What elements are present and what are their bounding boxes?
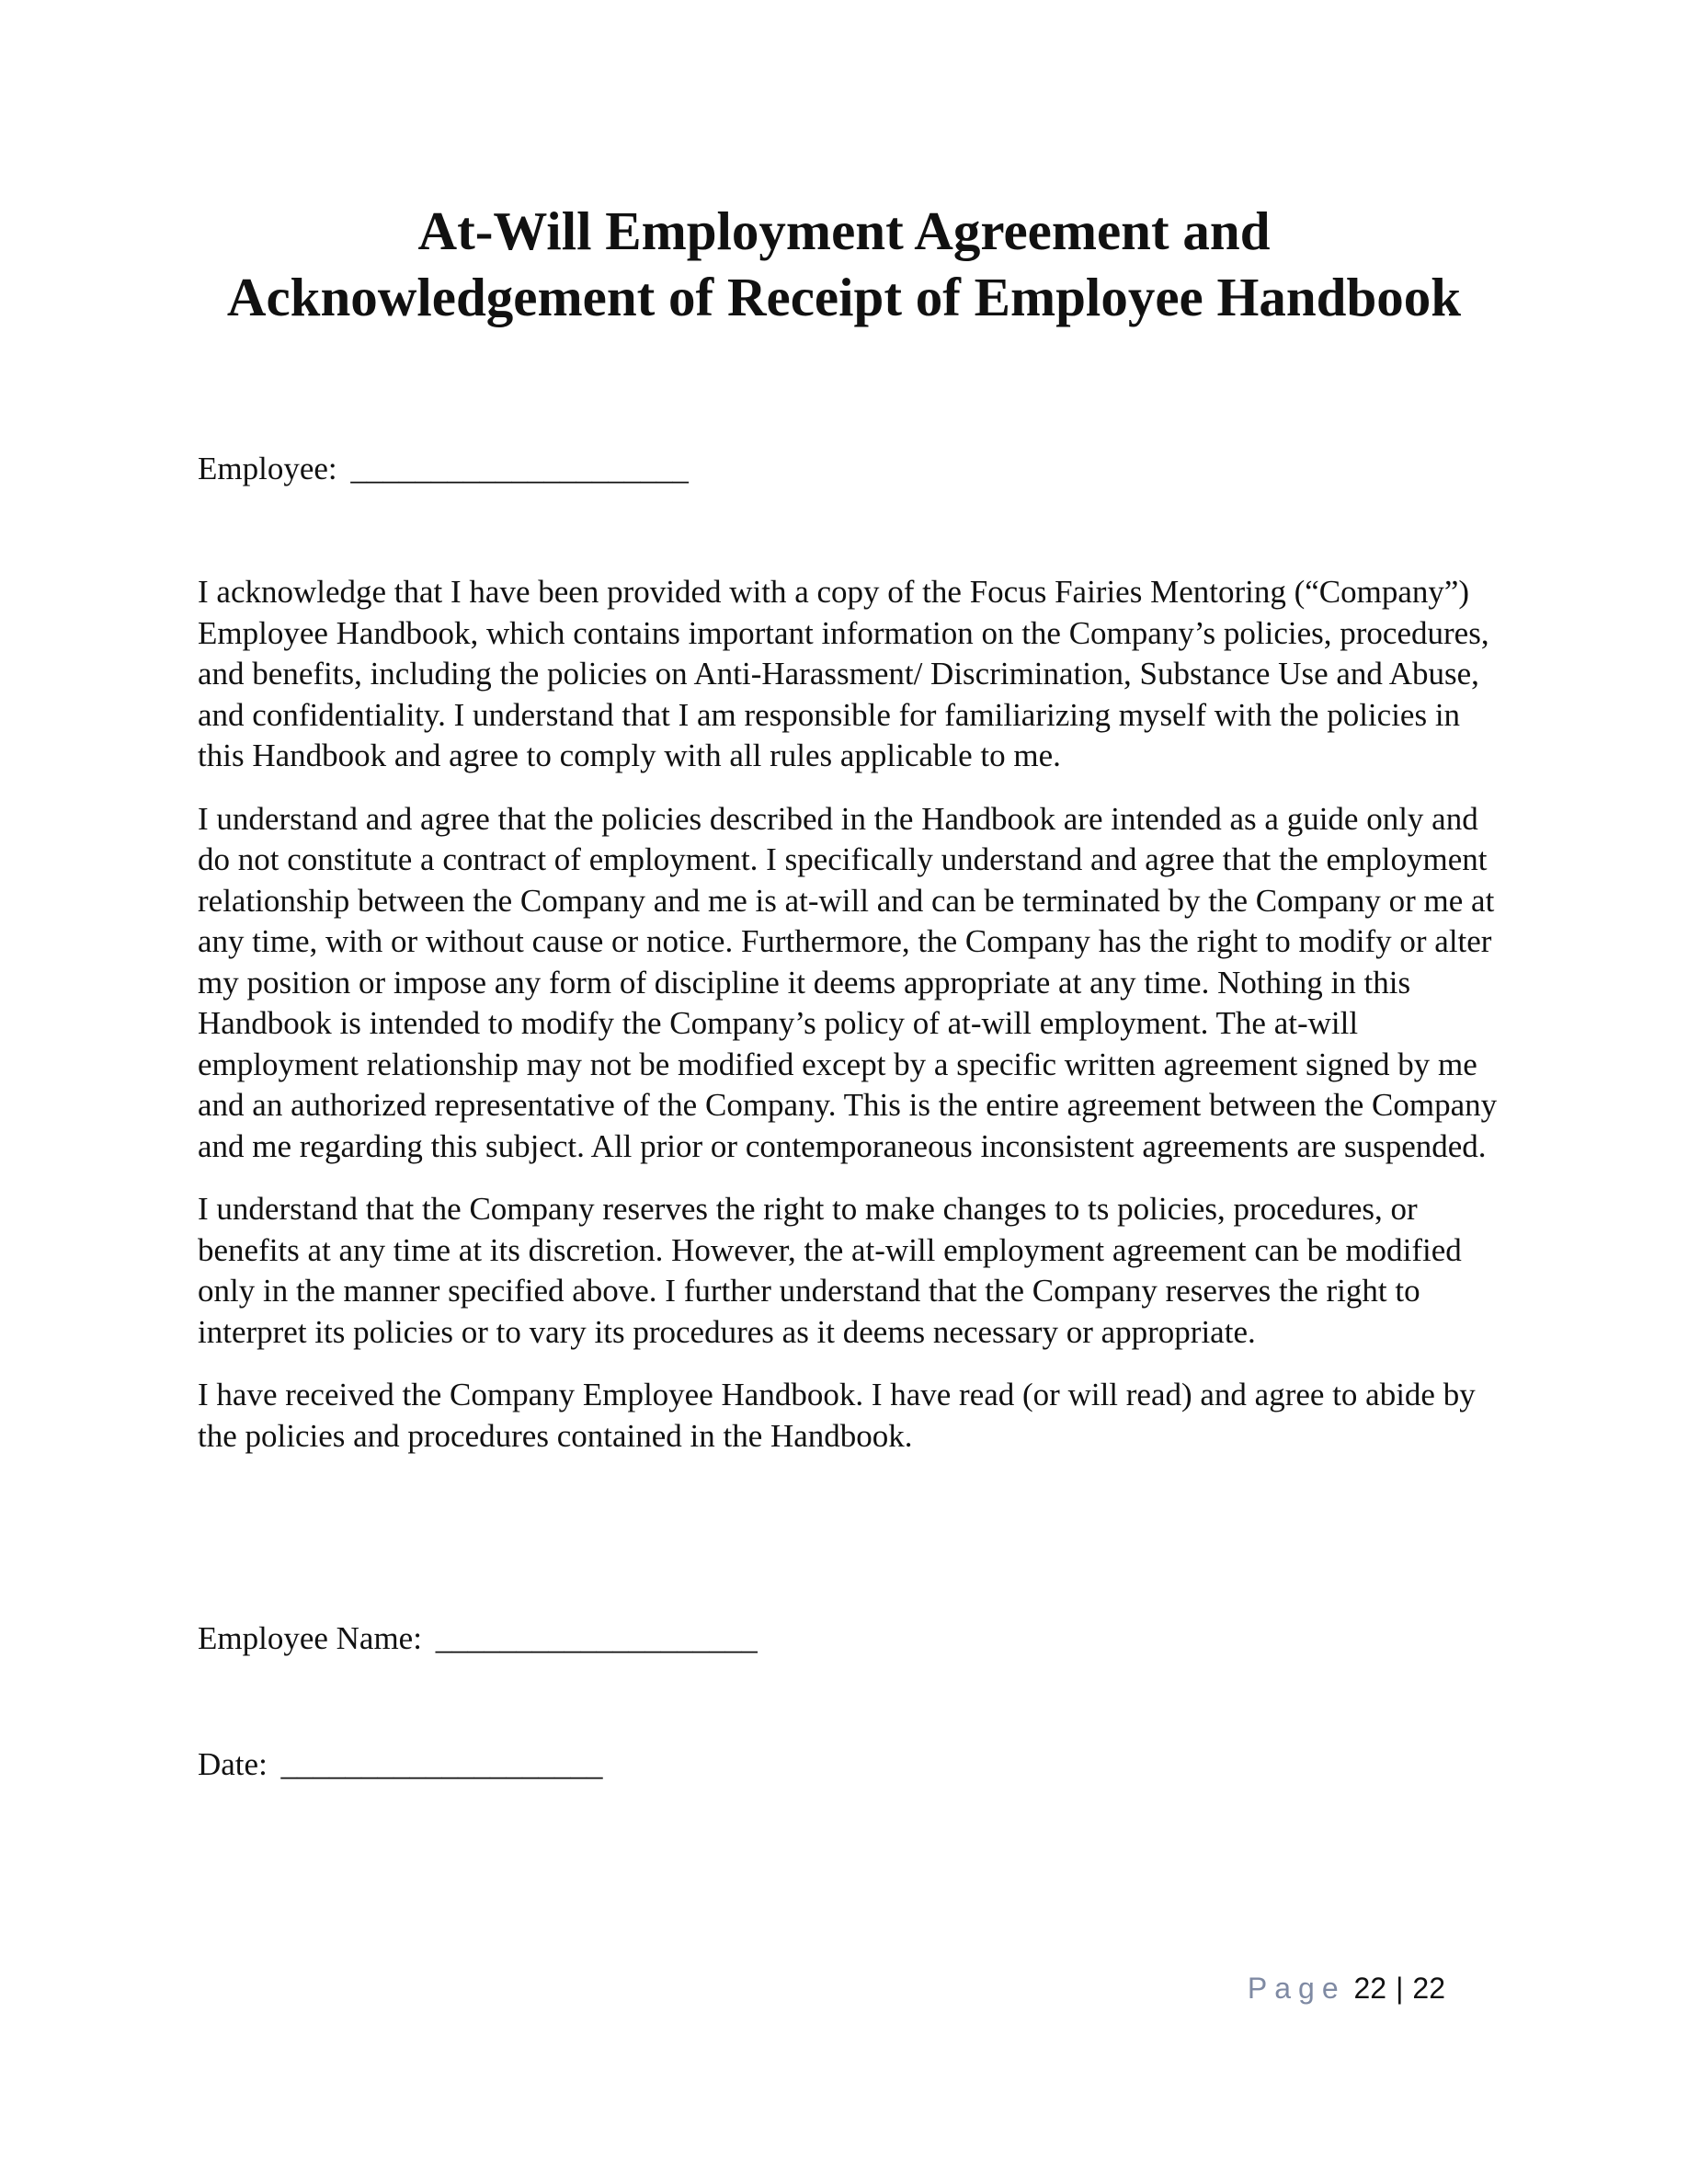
paragraph-receipt: I have received the Company Employee Handbook. I have read (or will read) and agree to abide by the policies and procedures contained in the Handbook. (198, 1377, 1476, 1454)
title-line-2: Acknowledgement of Receipt of Employee Handbook (226, 267, 1462, 327)
page-footer (1248, 1970, 1445, 2007)
date-label: Date: (198, 1746, 268, 1782)
page-separator: | (1396, 1972, 1404, 2005)
date-field (198, 1744, 603, 1785)
document-title (0, 198, 1688, 330)
total-pages-number: 22 (1412, 1972, 1445, 2005)
employee-name-label: Employee Name: (198, 1620, 422, 1656)
title-line-1: At-Will Employment Agreement and (417, 200, 1271, 261)
page-word: Page (1247, 1972, 1346, 2005)
employee-field (198, 449, 689, 489)
paragraph-acknowledgement: I acknowledge that I have been provided with a copy of the Focus Fairies Mentoring (“Company”) Employee Handbook, which contains important information on the Company’s policies, procedures, and benefits, including the policies on Anti-Harassment/ Discrimination, Substance Use and Abuse, and confidentiality. I understand that I am responsible for familiarizing myself with the policies in this Handbook and agree to comply with all rules applicable to me. (198, 574, 1489, 773)
paragraph-changes: I understand that the Company reserves the right to make changes to ts policies, procedures, or benefits at any time at its discretion. However, the at-will employment agreement can be modified only in the manner specified above. I further understand that the Company reserves the right to interpret its policies or to vary its procedures as it deems necessary or appropriate. (198, 1191, 1462, 1350)
employee-name-blank-line: ____________________ (435, 1620, 758, 1656)
current-page-number: 22 (1353, 1972, 1387, 2005)
date-blank-line: ____________________ (280, 1746, 603, 1782)
employee-label: Employee: (198, 451, 337, 486)
paragraph-at-will: I understand and agree that the policies described in the Handbook are intended as a guide only and do not constitute a contract of employment. I specifically understand and agree that the employment relationship between the Company and me is at-will and can be terminated by the Company or me at any time, with or without cause or notice. Furthermore, the Company has the right to modify or alter my position or impose any form of discipline it deems appropriate at any time. Nothing in this Handbook is intended to modify the Company’s policy of at-will employment. The at-will employment relationship may not be modified except by a specific written agreement signed by me and an authorized representative of the Company. This is the entire agreement between the Company and me regarding this subject. All prior or contemporaneous inconsistent agreements are suspended. (198, 800, 1498, 1164)
employee-blank-line: _____________________ (350, 451, 689, 486)
agreement-body (198, 572, 1503, 1479)
employee-name-field (198, 1618, 758, 1659)
